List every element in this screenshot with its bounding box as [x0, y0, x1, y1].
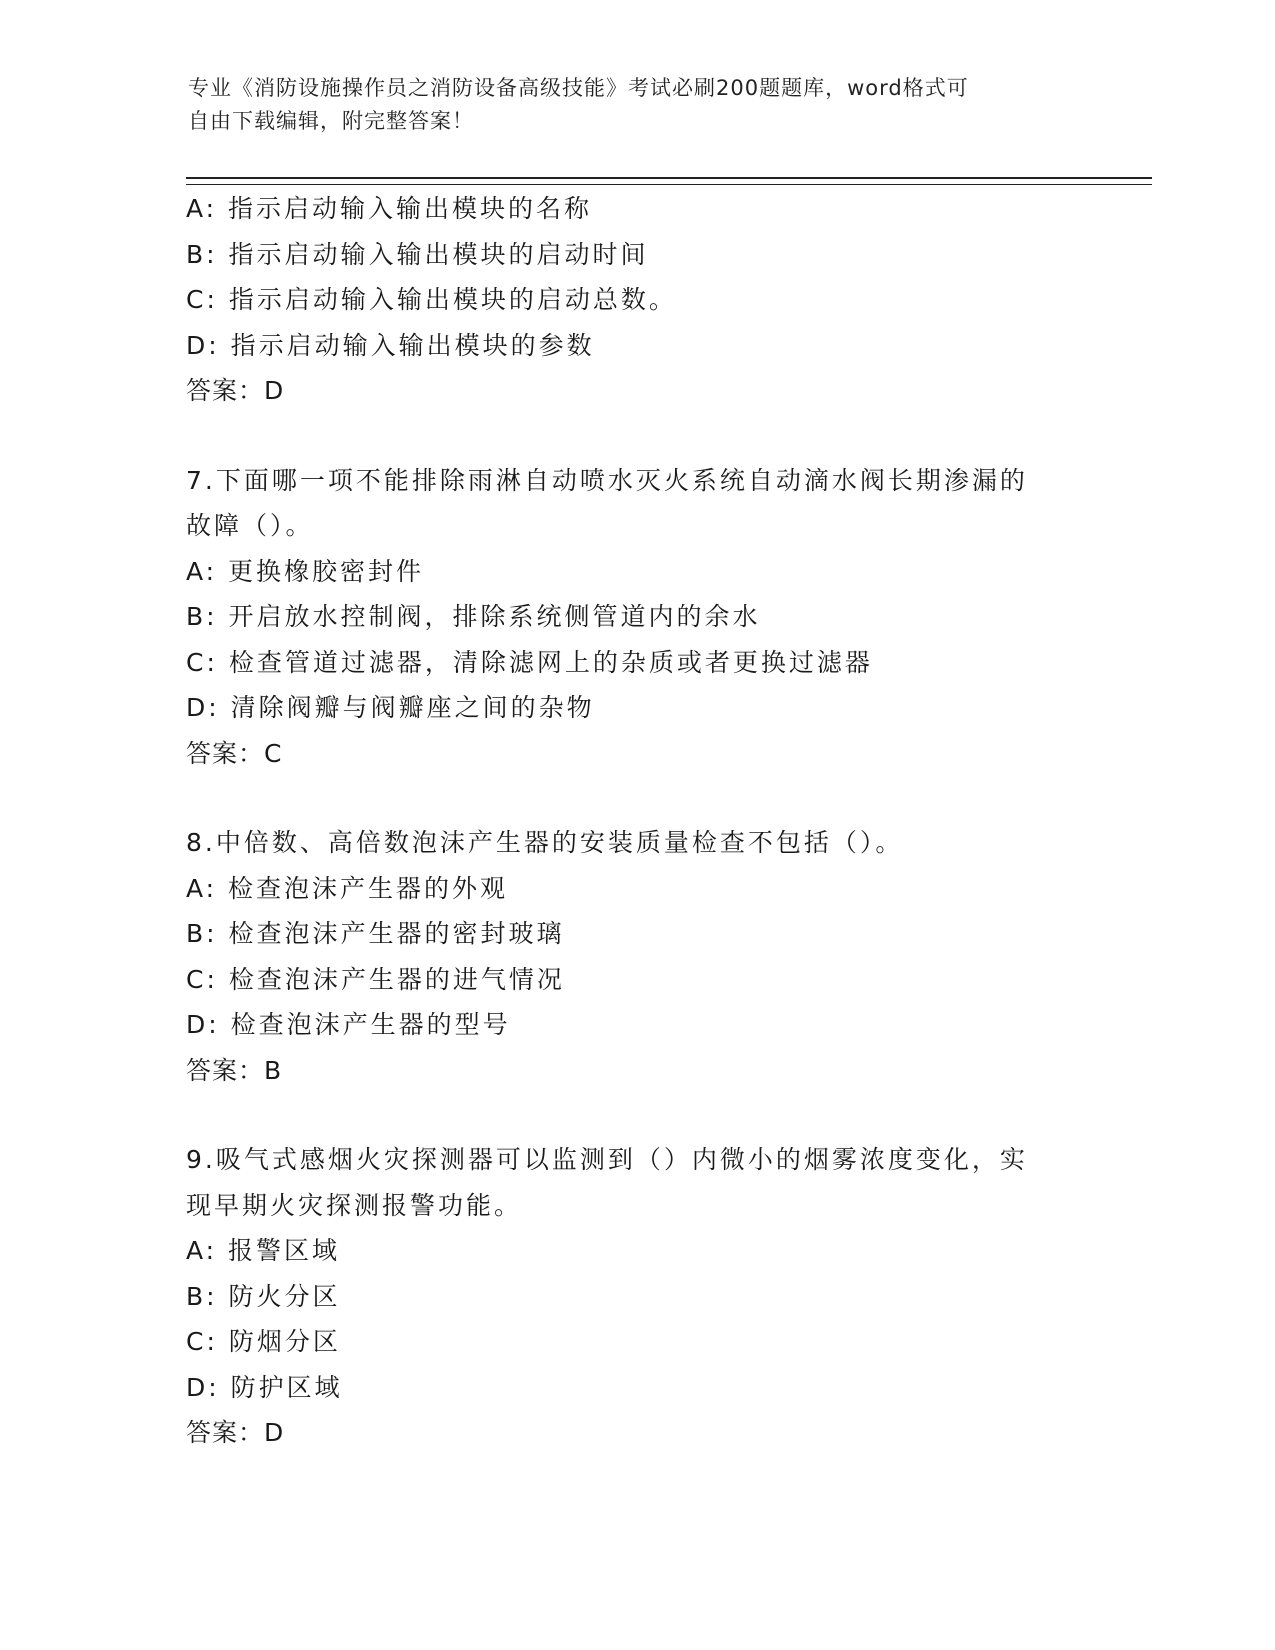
answer-label: 答案：D [186, 376, 285, 405]
option-d: D: 检查泡沫产生器的型号 [186, 1010, 511, 1039]
header-title-line-2: 自由下载编辑，附完整答案！ [188, 109, 474, 133]
option-d: D: 指示启动输入输出模块的参数 [186, 330, 595, 360]
option-b: B: 指示启动输入输出模块的启动时间 [186, 239, 649, 269]
answer-label: 答案：C [186, 738, 283, 768]
answer-label: 答案：B [186, 1055, 283, 1085]
option-b: B: 防火分区 [186, 1281, 341, 1311]
header-title-line-1: 专业《消防设施操作员之消防设备高级技能》考试必刷200题题库，word格式可 [188, 76, 969, 100]
option-a: A: 报警区域 [186, 1236, 341, 1265]
option-c: C: 防烟分区 [186, 1327, 341, 1356]
question-stem-line-1: 9.吸气式感烟火灾探测器可以监测到（）内微小的烟雾浓度变化，实 [186, 1145, 1028, 1174]
question-stem-line-1: 7.下面哪一项不能排除雨淋自动喷水灭火系统自动滴水阀长期渗漏的 [186, 465, 1028, 495]
document-header [188, 72, 1068, 138]
option-a: A: 检查泡沫产生器的外观 [186, 873, 509, 903]
option-c: C: 指示启动输入输出模块的启动总数。 [186, 285, 677, 314]
question-6 [186, 186, 1086, 414]
option-a: A: 更换橡胶密封件 [186, 556, 425, 586]
option-b: B: 检查泡沫产生器的密封玻璃 [186, 919, 565, 948]
option-d: D: 防护区域 [186, 1372, 343, 1402]
question-list [186, 186, 1086, 1456]
option-a: A: 指示启动输入输出模块的名称 [186, 194, 593, 223]
option-c: C: 检查泡沫产生器的进气情况 [186, 964, 565, 994]
question-stem-line-2: 故障（）。 [186, 511, 314, 540]
option-d: D: 清除阀瓣与阀瓣座之间的杂物 [186, 693, 595, 722]
question-stem-line-1: 8.中倍数、高倍数泡沫产生器的安装质量检查不包括（）。 [186, 828, 904, 857]
question-8 [186, 820, 1086, 1093]
option-c: C: 检查管道过滤器，清除滤网上的杂质或者更换过滤器 [186, 647, 873, 677]
option-b: B: 开启放水控制阀，排除系统侧管道内的余水 [186, 602, 761, 631]
question-7 [186, 458, 1086, 777]
header-divider [186, 177, 1152, 185]
question-stem-line-2: 现早期火灾探测报警功能。 [186, 1190, 523, 1220]
question-9 [186, 1137, 1086, 1456]
answer-label: 答案：D [186, 1418, 285, 1447]
